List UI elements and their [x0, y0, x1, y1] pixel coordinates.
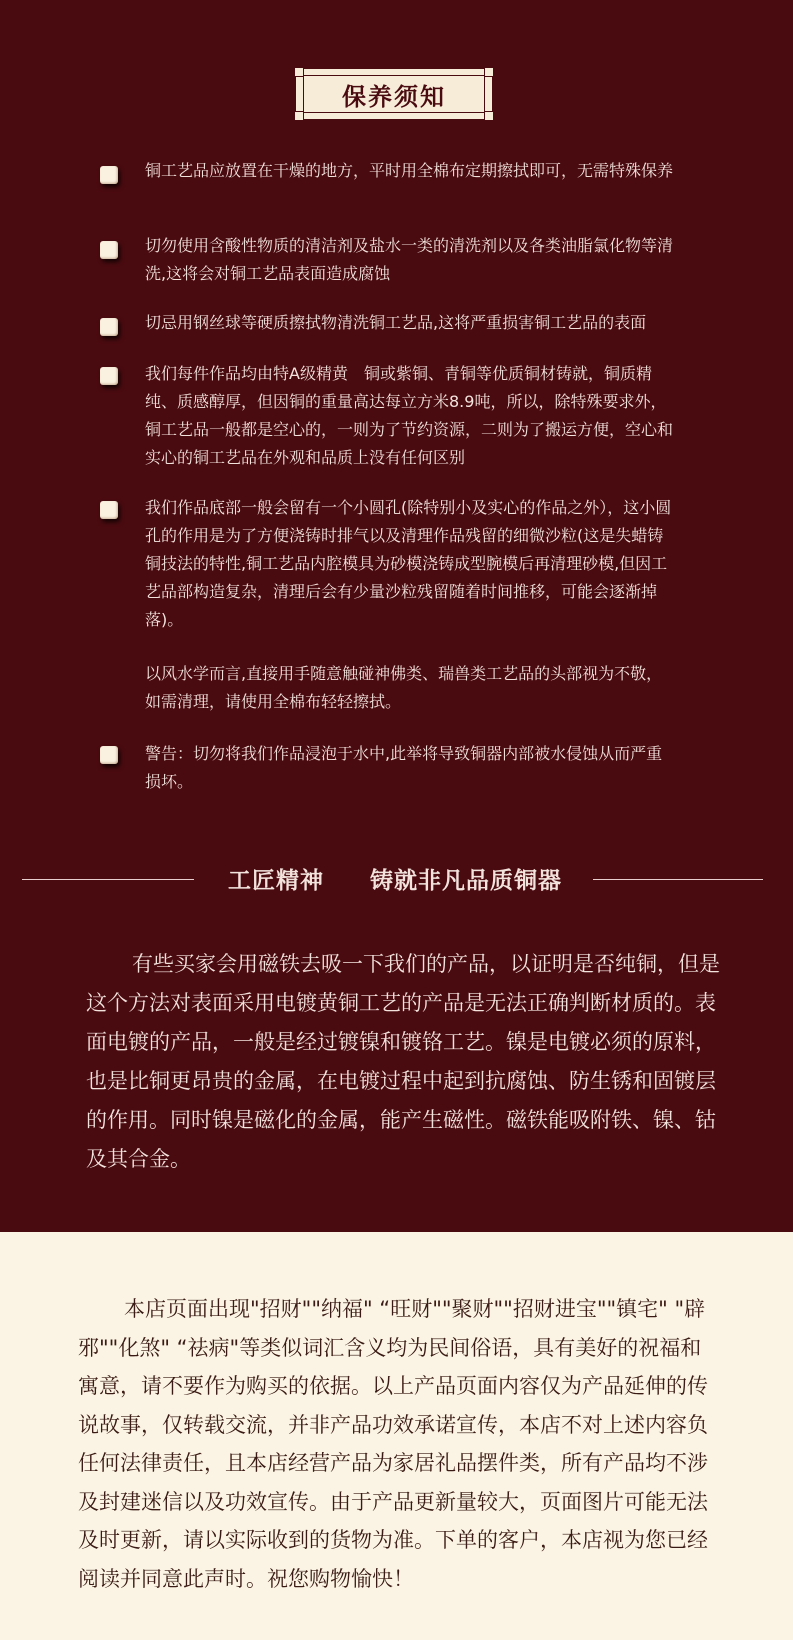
care-title-badge [296, 69, 492, 119]
care-item-3: 切忌用钢丝球等硬质擦拭物清洗铜工艺品,这将严重损害铜工艺品的表面 [145, 313, 647, 332]
bullet-square-icon [100, 241, 118, 259]
bullet-square-icon [100, 501, 118, 519]
section-heading [195, 862, 595, 895]
section-heading-left: 工匠精神 [227, 868, 324, 894]
care-item-4: 我们每件作品均由特A级精黄 铜或紫铜、青铜等优质铜材铸就，铜质精纯、质感醇厚，但因铜的重量高达每立方米8.9吨，所以，除特殊要求外，铜工艺品一般都是空心的，一则为了节约资源，二则为了搬运方便，空心和实心的铜工艺品在外观和品质上没有任何区别 [145, 364, 674, 467]
divider-line-right [593, 879, 763, 880]
corner-ornament-icon [484, 67, 494, 77]
corner-ornament-icon [294, 67, 304, 77]
corner-ornament-icon [484, 111, 494, 121]
care-item-6: 以风水学而言,直接用手随意触碰神佛类、瑞兽类工艺品的头部视为不敬，如需清理，请使用全棉布轻轻擦拭。 [145, 664, 663, 711]
care-item-5: 我们作品底部一般会留有一个小圆孔(除特别小及实心的作品之外），这小圆孔的作用是为了方便浇铸时排气以及清理作品残留的细微沙粒(这是失蜡铸铜技法的特性,铜工艺品内腔模具为砂模浇铸成型腕模后再清理砂模,但因工艺品部构造复杂，清理后会有少量沙粒残留随着时间推移，可能会逐渐掉落)。 [145, 498, 672, 629]
care-item-2: 切勿使用含酸性物质的清洁剂及盐水一类的清洗剂以及各类油脂氯化物等清洗,这将会对铜工艺品表面造成腐蚀 [145, 236, 674, 283]
bullet-square-icon [100, 746, 118, 764]
bullet-square-icon [100, 166, 118, 184]
bullet-square-icon [100, 367, 118, 385]
divider-line-left [22, 879, 194, 880]
disclaimer-paragraph: 本店页面出现"招财""纳福" “旺财""聚财""招财进宝""镇宅" "辟邪""化煞" “祛病"等类似词汇含义均为民间俗语，具有美好的祝福和寓意，请不要作为购买的依据。以上产品页面内容仅为产品延伸的传说故事，仅转载交流，并非产品功效承诺宣传，本店不对上述内容负任何法律责任，且本店经营产品为家居礼品摆件类，所有产品均不涉及封建迷信以及功效宣传。由于产品更新量较大，页面图片可能无法及时更新，请以实际收到的货物为准。下单的客户，本店视为您已经阅读并同意此声时。祝您购物愉快！ [78, 1297, 708, 1591]
magnet-paragraph: 有些买家会用磁铁去吸一下我们的产品，以证明是否纯铜，但是这个方法对表面采用电镀黄铜工艺的产品是无法正确判断材质的。表面电镀的产品，一般是经过镀镍和镀铬工艺。镍是电镀必须的原料，也是比铜更昂贵的金属，在电镀过程中起到抗腐蚀、防生锈和固镀层的作用。同时镍是磁化的金属，能产生磁性。磁铁能吸附铁、镍、钴及其合金。 [86, 952, 720, 1171]
care-item-7: 警告：切勿将我们作品浸泡于水中,此举将导致铜器内部被水侵蚀从而严重损坏。 [145, 744, 663, 791]
bullet-square-icon [100, 318, 118, 336]
section-heading-right: 铸就非凡品质铜器 [370, 868, 563, 894]
corner-ornament-icon [294, 111, 304, 121]
care-item-1: 铜工艺品应放置在干燥的地方，平时用全棉布定期擦拭即可，无需特殊保养 [145, 161, 674, 180]
care-title: 保养须知 [342, 82, 446, 111]
